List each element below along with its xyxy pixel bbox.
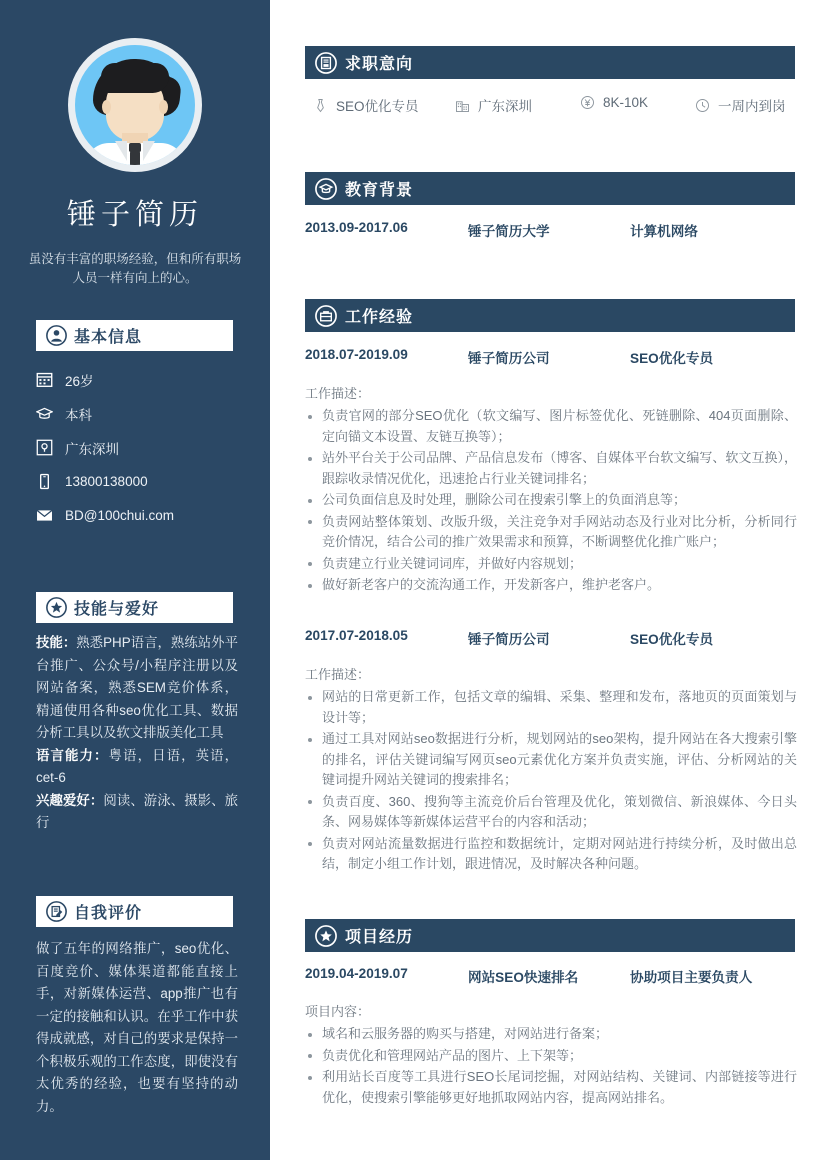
work-company: 锤子简历公司 [468,351,550,366]
job-intent-row [305,95,805,123]
project-role: 协助项目主要负责人 [630,970,753,985]
basic-info-value: BD@100chui.com [65,508,175,523]
work-desc-label: 工作描述： [305,386,371,401]
list-item: 网站的日常更新工作，包括文章的编辑、采集、整理和发布，落地页的页面策划与设计等； [305,687,797,728]
skills-label: 技能： [36,635,77,650]
skills-body [36,632,238,835]
skills-label: 语言能力： [36,747,109,763]
graduation-cap-circle-icon [315,178,337,200]
skills-label: 兴趣爱好： [36,792,104,808]
skills-text: 粤语，日语，英语，cet-6 [36,747,239,785]
candidate-name: 锤子简历 [66,199,203,231]
section-header-work [305,299,795,332]
education-date: 2013.09-2017.06 [305,220,408,235]
list-item: 站外平台关于公司品牌、产品信息发布（博客、自媒体平台软文编写、软文互换），跟踪收录情况优化，迅速抢占行业关键词排名； [305,448,797,489]
list-item [36,364,246,395]
list-item [36,432,246,463]
list-item [36,500,246,531]
job-intent-value: SEO优化专员 [336,99,419,114]
list-item: 做好新老客户的交流沟通工作，开发新客户，维护老客户。 [305,575,797,596]
tie-icon [313,98,328,113]
list-item [36,398,246,429]
project-entry-header [305,966,805,988]
work-role: SEO优化专员 [630,351,714,366]
job-intent-value: 广东深圳 [478,99,532,114]
list-item: 负责建立行业关键词词库，并做好内容规划； [305,554,797,575]
list-item: 负责对网站流量数据进行监控和数据统计，定期对网站进行持续分析，及时做出总结，制定小组工作计划，跟进情况，及时解决各种问题。 [305,834,797,875]
avatar [68,38,202,172]
briefcase-circle-icon [315,305,337,327]
envelope-icon [36,507,53,524]
section-header-education [305,172,795,205]
job-intent-value: 8K-10K [603,95,649,110]
skills-text: 阅读、游泳、摄影、旅行 [36,792,239,830]
person-circle-icon [46,325,67,346]
main-content [270,0,820,1160]
graduation-cap-icon [36,405,53,422]
project-date: 2019.04-2019.07 [305,966,408,981]
list-item: 通过工具对网站seo数据进行分析，规划网站的seo架构，提升网站在各大搜索引擎的排名，评估关键词编写网页seo元素优化方案并负责实施，评估、分析网站的关键词提升网站关键词的搜索排名； [305,729,797,791]
basic-info-value: 13800138000 [65,474,148,489]
sidebar-section-self-eval-label: 自我评价 [74,905,143,922]
sidebar-section-self-eval [36,896,233,927]
work-date: 2018.07-2019.09 [305,347,408,362]
project-desc-label: 项目内容： [305,1004,371,1019]
candidate-slogan: 虽没有丰富的职场经验，但和所有职场人员一样有向上的心。 [28,252,242,285]
section-header-job-intent-label: 求职意向 [345,56,414,73]
sidebar-section-basic-info [36,320,233,351]
skills-line [36,632,238,745]
list-item: 负责网站整体策划、改版升级，关注竞争对手网站动态及行业对比分析，分析同行竞价情况，结合公司的推广效果需求和预算，不断调整优化推广账户； [305,512,797,553]
list-item: 负责官网的部分SEO优化（软文编写、图片标签优化、死链删除、404页面删除、定向锚文本设置、友链互换等）； [305,406,797,447]
job-intent-value: 一周内到岗 [718,99,786,114]
list-item: 域名和云服务器的购买与搭建，对网站进行备案； [305,1024,797,1045]
skills-line [36,745,238,790]
education-school: 锤子简历大学 [468,224,550,239]
work-desc-label: 工作描述： [305,667,371,682]
skills-line [36,790,238,835]
basic-info-value: 26岁 [65,373,94,389]
clock-icon [695,98,710,113]
yen-coin-icon [580,95,595,110]
list-item: 负责优化和管理网站产品的图片、上下架等； [305,1046,797,1067]
location-pin-icon [36,439,53,456]
self-eval-text: 做了五年的网络推广，seo优化、百度竞价、媒体渠道都能直接上手，对新媒体运营、app推广也有一定的接触和认识。在乎工作中获得成就感，对自己的要求是保持一个积极乐观的工作态度，即使没有太优秀的经验，也要有坚持的动力。 [36,941,238,1114]
list-item [695,95,786,115]
work-bullets-1 [305,687,797,876]
section-header-project [305,919,795,952]
building-icon [455,98,470,113]
list-item: 利用站长百度等工具进行SEO长尾词挖掘，对网站结构、关键词、内部链接等进行优化，使搜索引擎能够更好地抓取网站内容，提高网站排名。 [305,1067,797,1108]
work-entry-header [305,347,805,369]
sidebar-section-skills [36,592,233,623]
list-item [313,95,419,115]
document-lines-circle-icon [315,52,337,74]
calendar-icon [36,371,53,388]
mobile-phone-icon [36,473,53,490]
sidebar-section-skills-label: 技能与爱好 [74,601,160,618]
project-bullets [305,1024,797,1109]
sidebar [0,0,270,1160]
basic-info-value: 本科 [65,407,92,423]
section-header-education-label: 教育背景 [345,182,414,199]
education-major: 计算机网络 [630,224,698,239]
list-item [580,95,648,110]
list-item [36,466,246,497]
project-name: 网站SEO快速排名 [468,970,579,985]
list-item: 负责百度、360、搜狗等主流竞价后台管理及优化，策划微信、新浪媒体、今日头条、网易媒体等新媒体运营平台的内容和活动； [305,792,797,833]
section-header-job-intent [305,46,795,79]
section-header-work-label: 工作经验 [345,309,414,326]
basic-info-list [36,364,246,534]
basic-info-value: 广东深圳 [65,441,119,457]
list-item: 公司负面信息及时处理，删除公司在搜索引擎上的负面消息等； [305,490,797,511]
document-pen-circle-icon [46,901,67,922]
work-entry-header [305,628,805,650]
work-date: 2017.07-2018.05 [305,628,408,643]
sidebar-section-basic-info-label: 基本信息 [74,329,143,346]
work-company: 锤子简历公司 [468,632,550,647]
work-role: SEO优化专员 [630,632,714,647]
star-circle-icon [315,925,337,947]
star-circle-icon [46,597,67,618]
section-header-project-label: 项目经历 [345,929,414,946]
skills-text: 熟悉PHP语言，熟练站外平台推广、公众号/小程序注册以及网站备案，熟悉SEM竞价体系，精通使用各种seo优化工具、数据分析工具以及软文排版美化工具 [36,635,238,740]
work-bullets-0 [305,406,797,597]
education-entry [305,220,805,242]
list-item [455,95,532,115]
avatar-illustration [75,45,195,165]
